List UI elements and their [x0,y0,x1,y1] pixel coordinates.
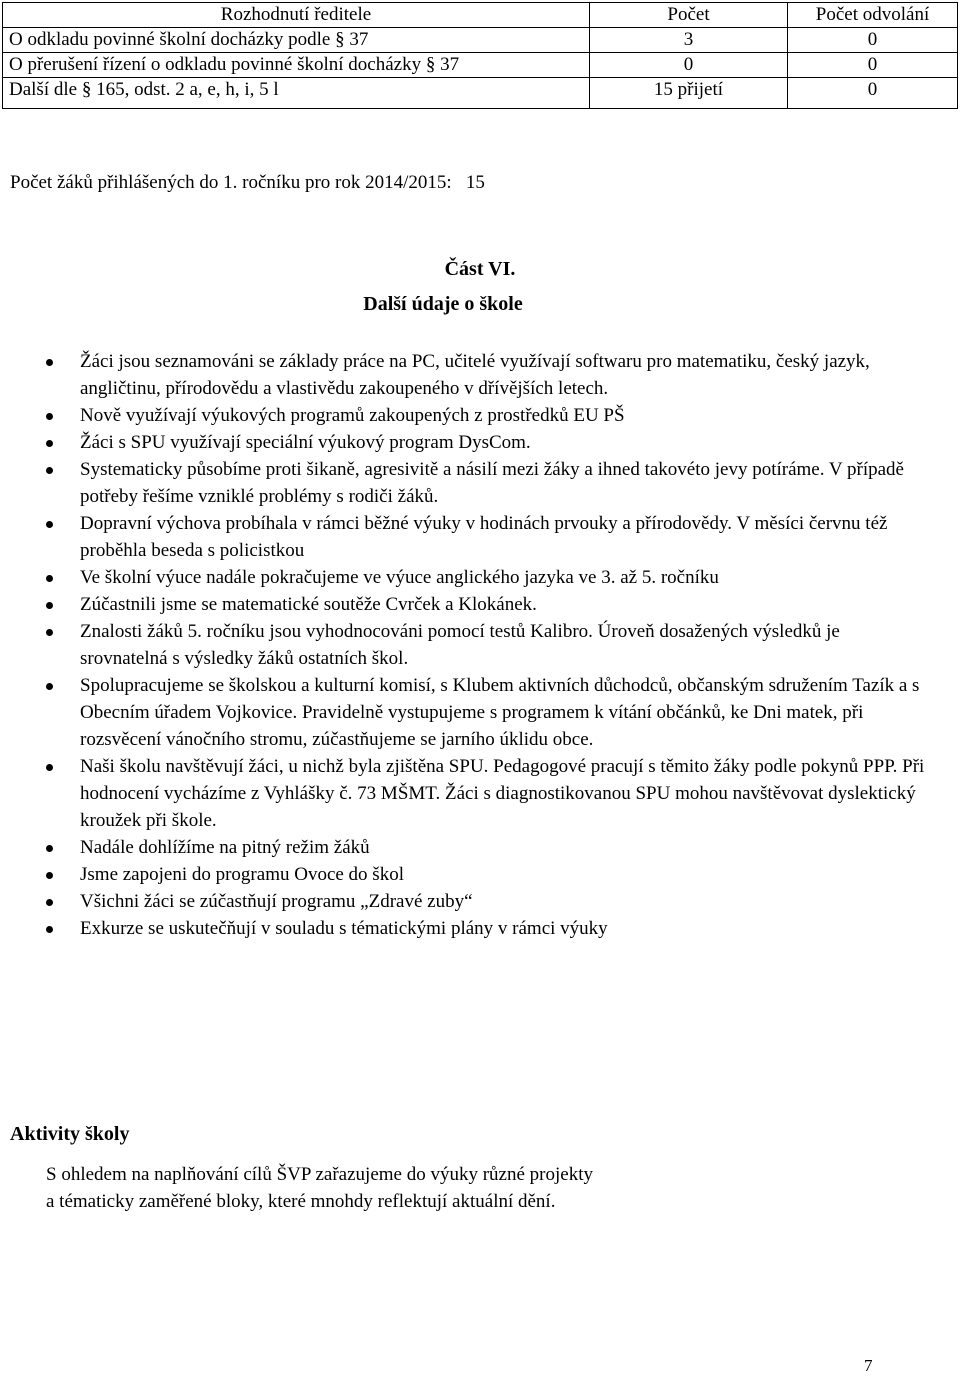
table-cell: 0 [788,78,958,109]
bullet-icon [46,872,53,879]
list-item: Žáci jsou seznamováni se základy práce na PC, učitelé využívají softwaru pro matematiku, český jazyk, angličtinu, přírodovědu a vlastivědu zakoupeného v dřívějších letech. [46,348,926,402]
table-cell: 3 [590,28,788,53]
list-item: Nově využívají výukových programů zakoupených z prostředků EU PŠ [46,402,926,429]
bullet-icon [46,359,53,366]
table-cell: O odkladu povinné školní docházky podle § 37 [3,28,590,53]
bullet-icon [46,413,53,420]
bullet-icon [46,899,53,906]
list-item: Všichni žáci se zúčastňují programu „Zdravé zuby“ [46,888,926,915]
bullet-icon [46,683,53,690]
table-row [3,53,958,78]
decisions-table [2,2,958,109]
table-header-row [3,3,958,28]
list-item: Zúčastnili jsme se matematické soutěže Cvrček a Klokánek. [46,591,926,618]
part-heading: Část VI. [444,258,516,280]
list-item: Ve školní výuce nadále pokračujeme ve výuce anglického jazyka ve 3. až 5. ročníku [46,564,926,591]
bullet-icon [46,467,53,474]
activities-text-line-1: S ohledem na naplňování cílů ŠVP zařazujeme do výuky různé projekty [46,1164,593,1185]
table-cell: 0 [788,28,958,53]
list-item: Nadále dohlížíme na pitný režim žáků [46,834,926,861]
bullet-icon [46,926,53,933]
list-item: Naši školu navštěvují žáci, u nichž byla zjištěna SPU. Pedagogové pracují s těmito žáky podle pokynů PPP. Při hodnocení vycházíme z Vyhlášky č. 73 MŠMT. Žáci s diagnostikovanou SPU mohou navštěvovat dyslektický kroužek při škole. [46,753,926,834]
table-cell: 15 přijetí [590,78,788,109]
column-header: Počet [590,3,788,28]
table-cell: 0 [590,53,788,78]
bullet-icon [46,764,53,771]
bullet-icon [46,602,53,609]
column-header: Rozhodnutí ředitele [3,3,590,28]
bullet-icon [46,440,53,447]
activities-heading: Aktivity školy [10,1123,130,1145]
table-cell: 0 [788,53,958,78]
list-item: Znalosti žáků 5. ročníku jsou vyhodnocováni pomocí testů Kalibro. Úroveň dosažených výsledků je srovnatelná s výsledky žáků ostatních škol. [46,618,926,672]
table-cell: Další dle § 165, odst. 2 a, e, h, i, 5 l [3,78,590,109]
list-item: Spolupracujeme se školskou a kulturní komisí, s Klubem aktivních důchodců, občanským sdružením Tazík a s Obecním úřadem Vojkovice. Pravidelně vystupujeme s programem k vítání občánků, ke Dni matek, při rozsvěcení vánočního stromu, zúčastňujeme se jarního úklidu obce. [46,672,926,753]
enrolment-count-line: Počet žáků přihlášených do 1. ročníku pro rok 2014/2015: 15 [10,172,485,193]
bullet-icon [46,629,53,636]
list-item: Systematicky působíme proti šikaně, agresivitě a násilí mezi žáky a ihned takovéto jevy potíráme. V případě potřeby řešíme vzniklé problémy s rodiči žáků. [46,456,926,510]
list-item: Žáci s SPU využívají speciální výukový program DysCom. [46,429,926,456]
bullet-icon [46,575,53,582]
table-cell: O přerušení řízení o odkladu povinné školní docházky § 37 [3,53,590,78]
activities-text-line-2: a tématicky zaměřené bloky, které mnohdy reflektují aktuální dění. [46,1191,556,1212]
list-item: Dopravní výchova probíhala v rámci běžné výuky v hodinách prvouky a přírodovědy. V měsíci červnu též proběhla beseda s policistkou [46,510,926,564]
list-item: Jsme zapojeni do programu Ovoce do škol [46,861,926,888]
table-row [3,78,958,109]
column-header: Počet odvolání [788,3,958,28]
list-item: Exkurze se uskutečňují v souladu s tématickými plány v rámci výuky [46,915,926,942]
table-row [3,28,958,53]
section-heading: Další údaje o škole [363,293,523,315]
school-info-list [46,348,926,942]
bullet-icon [46,521,53,528]
page-number: 7 [864,1356,873,1375]
bullet-icon [46,845,53,852]
